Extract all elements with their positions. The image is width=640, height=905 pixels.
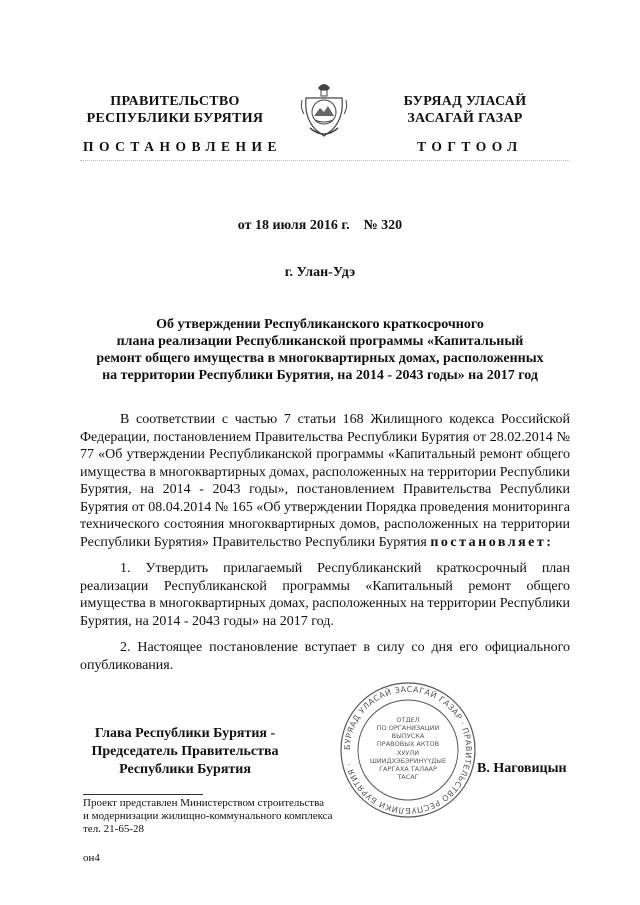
title-line4: на территории Республики Бурятия, на 2014 - 2043 годы» на 2017 год [102, 368, 538, 383]
svg-text:ВЫПУСКА: ВЫПУСКА [391, 732, 425, 740]
footer-code: он4 [83, 852, 100, 864]
svg-text:ПРАВОВЫХ АКТОВ: ПРАВОВЫХ АКТОВ [376, 740, 440, 748]
decree-body [80, 411, 570, 674]
svg-text:ОТДЕЛ: ОТДЕЛ [396, 716, 420, 724]
preamble: В соответствии с частью 7 статьи 168 Жилищного кодекса Российской Федерации, постановлением Правительства Республики Бурятия от 28.02.2014 № 77 «Об утверждении Республиканской программы «Капитальный ремонт общего имущества в многоквартирных домах, расположенных на территории Республики Бурятия, на 2014 - 2043 годы», постановлением Правительства Республики Бурятия от 08.04.2014 № 165 «Об утверждении Порядка проведения мониторинга технического состояния многоквартирных домов, расположенных на территории Республики Бурятия» Правительство Республики Бурятия постановляет: [80, 412, 570, 550]
official-stamp [338, 680, 478, 820]
coat-of-arms-icon [298, 78, 350, 140]
signatory-name: В. Наговицын [477, 761, 567, 776]
header-left-line1: ПРАВИТЕЛЬСТВО [110, 94, 240, 109]
resolves-word: постановляет [430, 534, 547, 550]
doc-type-left: ПОСТАНОВЛЕНИЕ [83, 139, 283, 154]
header-right-line1: БУРЯАД УЛАСАЙ [403, 94, 527, 109]
item-1: 1. Утвердить прилагаемый Республиканский краткосрочный план реализации Республиканской программы «Капитальный ремонт общего имущества в многоквартирных домах, расположенных на территории Республики Бурятия, на 2014 - 2043 годы» на 2017 год. [80, 561, 570, 629]
stamp-ring-text: БУРЯАД УЛАСАЙ ЗАСАГАЙ ГАЗАР · ПРАВИТЕЛЬСТВО РЕСПУБЛИКИ БУРЯТИЯ · [342, 684, 474, 816]
decree-date-number: от 18 июля 2016 г. № 320 [237, 218, 403, 233]
header-divider [80, 160, 570, 161]
header-left-line2: РЕСПУБЛИКИ БУРЯТИЯ [86, 111, 264, 126]
decree-title [70, 316, 570, 384]
header-left [60, 93, 290, 127]
doc-type-right: ТОГТООЛ [417, 139, 523, 154]
title-line3: ремонт общего имущества в многоквартирных домах, расположенных [96, 351, 544, 366]
title-line2: плана реализации Республиканской программы «Капитальный [116, 334, 524, 349]
svg-text:ХУУЛИ: ХУУЛИ [396, 749, 420, 757]
signatory-position: Глава Республики Бурятия - Председатель Правительства Республики Бурятия [91, 726, 279, 777]
header-right-line2: ЗАСАГАЙ ГАЗАР [407, 111, 523, 126]
svg-text:ПО ОРГАНИЗАЦИИ: ПО ОРГАНИЗАЦИИ [376, 724, 440, 732]
header-right [365, 93, 565, 127]
item-2: 2. Настоящее постановление вступает в силу со дня его официального опубликования. [80, 640, 570, 673]
svg-text:ТАСАГ: ТАСАГ [397, 773, 419, 781]
title-line1: Об утверждении Республиканского краткосрочного [156, 317, 484, 332]
svg-text:ГАРГАХА ТАЛААР: ГАРГАХА ТАЛААР [379, 765, 437, 773]
svg-text:ШИИДХЭБЭРИНҮҮДЫЕ: ШИИДХЭБЭРИНҮҮДЫЕ [369, 757, 447, 765]
decree-city: г. Улан-Удэ [284, 265, 356, 280]
footer-note: Проект представлен Министерством строительства и модернизации жилищно-коммунального комплекса тел. 21-65-28 [83, 797, 333, 835]
footer-rule [83, 794, 203, 795]
